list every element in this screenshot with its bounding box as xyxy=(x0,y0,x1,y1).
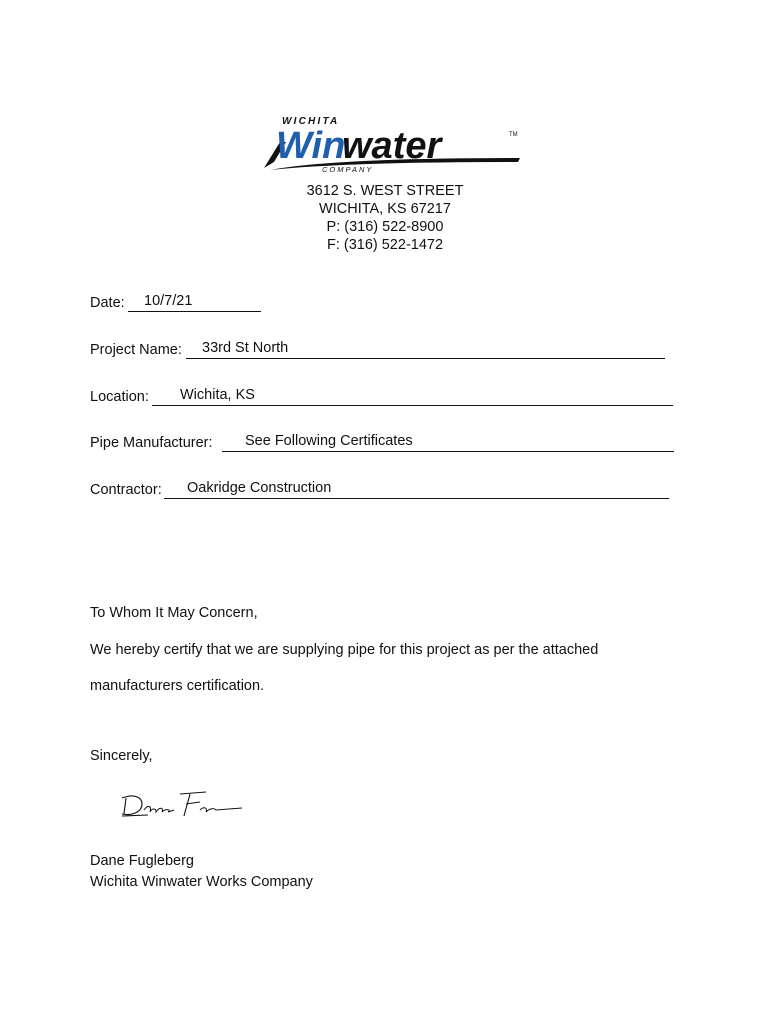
pipe-manufacturer-underline xyxy=(222,451,674,452)
contractor-field xyxy=(90,482,690,502)
handwritten-signature xyxy=(118,790,248,824)
letter-body-line-2: manufacturers certification. xyxy=(90,678,265,694)
date-label: Date: xyxy=(90,295,125,311)
address-fax: F: (316) 522-1472 xyxy=(326,237,444,253)
pipe-manufacturer-label: Pipe Manufacturer: xyxy=(90,435,213,451)
logo-brand-main: Win xyxy=(276,125,346,167)
contractor-label: Contractor: xyxy=(90,482,162,498)
project-name-underline xyxy=(186,358,665,359)
logo-trademark: TM xyxy=(509,132,518,138)
date-value: 10/7/21 xyxy=(144,293,193,309)
pipe-manufacturer-value: See Following Certificates xyxy=(245,433,413,449)
date-field xyxy=(90,295,290,315)
project-name-field xyxy=(90,342,690,362)
signer-name: Dane Fugleberg xyxy=(90,853,194,869)
winwater-logo-graphic xyxy=(262,112,524,174)
location-label: Location: xyxy=(90,389,149,405)
address-phone: P: (316) 522-8900 xyxy=(326,219,444,235)
contractor-value: Oakridge Construction xyxy=(187,480,332,496)
address-street: 3612 S. WEST STREET xyxy=(306,183,464,199)
letter-body-line-1: We hereby certify that we are supplying pipe for this project as per the attached xyxy=(90,642,599,658)
location-field xyxy=(90,389,690,409)
address-city: WICHITA, KS 67217 xyxy=(319,201,451,217)
location-value: Wichita, KS xyxy=(180,387,255,403)
signature-graphic xyxy=(118,790,248,824)
logo-bottom-text: COMPANY xyxy=(322,165,374,174)
pipe-manufacturer-field xyxy=(90,435,690,455)
company-logo xyxy=(262,112,524,174)
contractor-underline xyxy=(164,498,669,499)
letter-greeting: To Whom It May Concern, xyxy=(90,605,258,621)
project-name-label: Project Name: xyxy=(90,342,182,358)
company-address xyxy=(0,182,770,254)
letter-closing: Sincerely, xyxy=(90,748,153,764)
logo-brand-secondary: water xyxy=(342,125,442,167)
project-name-value: 33rd St North xyxy=(202,340,289,356)
signer-company: Wichita Winwater Works Company xyxy=(90,874,313,890)
date-underline xyxy=(128,311,261,312)
logo-top-text: WICHITA xyxy=(282,116,340,127)
location-underline xyxy=(152,405,673,406)
